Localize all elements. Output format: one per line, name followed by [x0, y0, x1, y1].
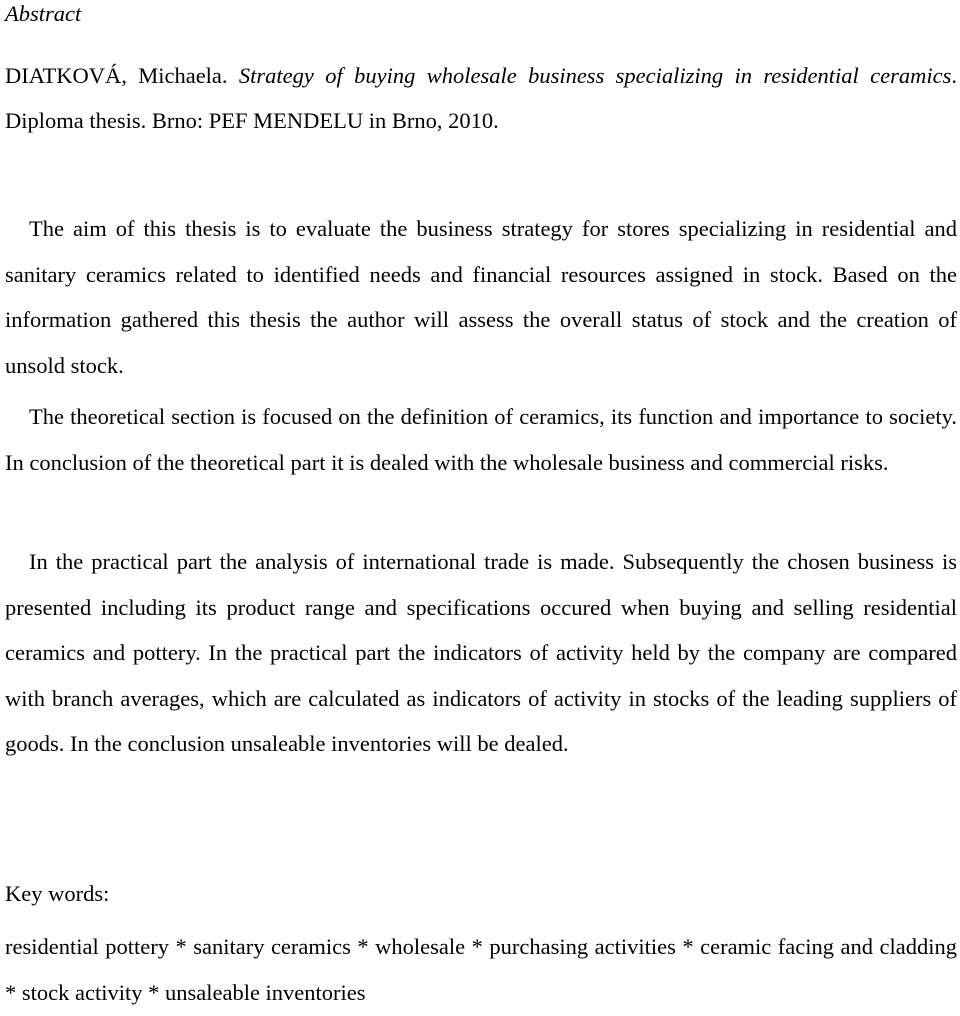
abstract-heading: Abstract [5, 1, 82, 26]
citation-title: Strategy of buying wholesale business specializing in residential ceramics [238, 63, 952, 88]
paragraph-theoretical: The theoretical section is focused on the definition of ceramics, its function and importance to society. In conclusion of the theoretical part it is dealed with the wholesale business and commercial risks. [5, 404, 957, 475]
paragraph-aim: The aim of this thesis is to evaluate the business strategy for stores specializing in residential and sanitary ceramics related to identified needs and financial resources assigned in stock. Based on the information gathered this thesis the author will assess the overall status of stock and the creation of unsold stock. [5, 216, 957, 378]
citation-rest: . Diploma thesis. Brno: PEF MENDELU in Brno, 2010. [5, 63, 957, 133]
citation-author: DIATKOVÁ, Michaela. [5, 63, 228, 88]
citation [5, 54, 957, 143]
paragraph-practical: In the practical part the analysis of international trade is made. Subsequently the chosen business is presented including its product range and specifications occured when buying and selling residential ceramics and pottery. In the practical part the indicators of activity held by the company are compared with branch averages, which are calculated as indicators of activity in stocks of the leading suppliers of goods. In the conclusion unsaleable inventories will be dealed. [5, 549, 957, 756]
keywords-label: Key words: [5, 881, 110, 906]
keywords-list: residential pottery * sanitary ceramics * wholesale * purchasing activities * ceramic facing and cladding * stock activity * unsaleable inventories [5, 934, 957, 1005]
